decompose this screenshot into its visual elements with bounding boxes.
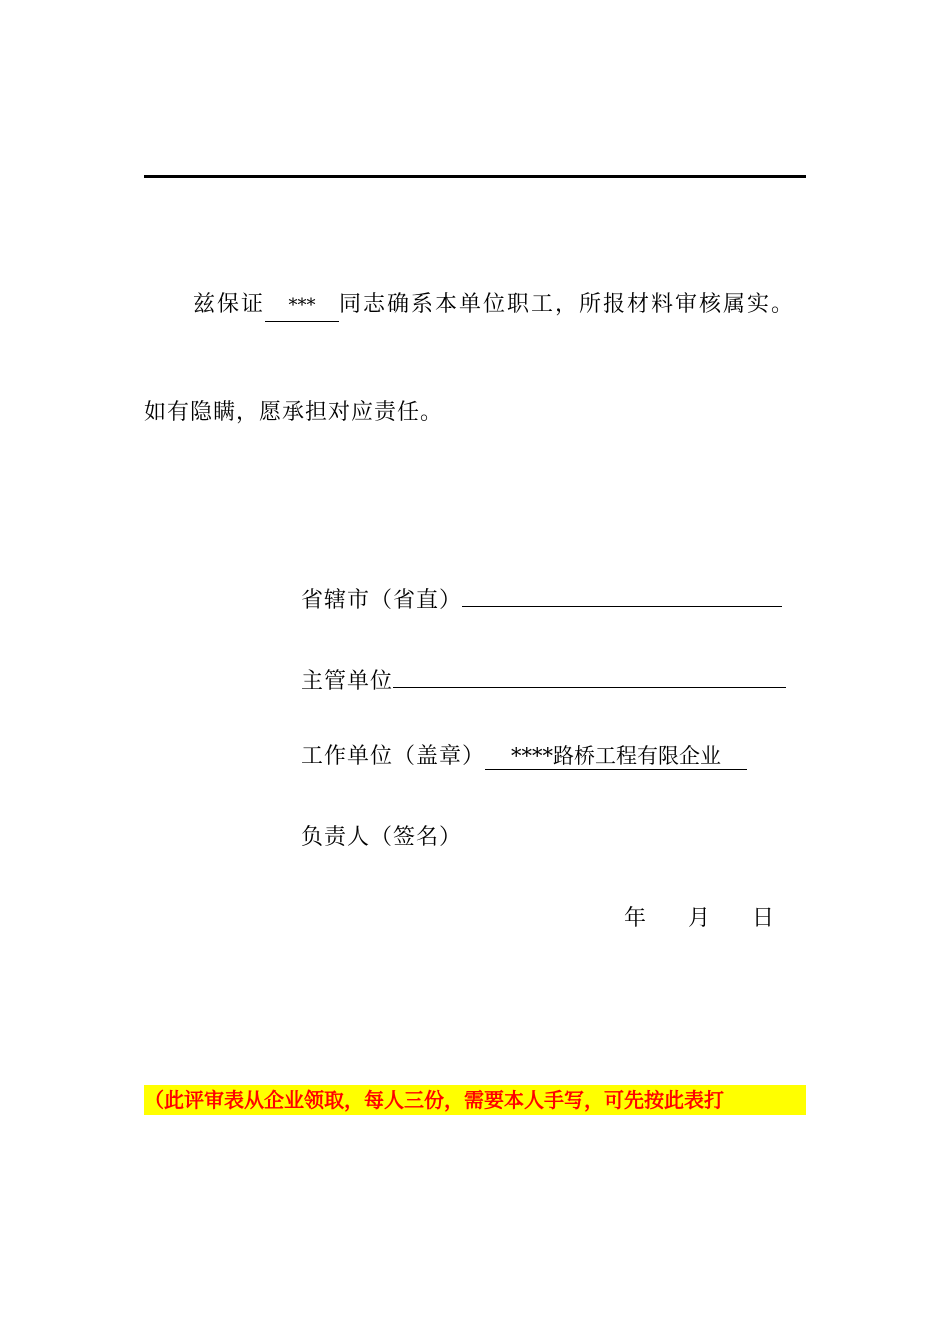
- work-unit-value: ****路桥工程有限企业: [485, 743, 747, 770]
- authority-label: 主管单位: [301, 669, 394, 694]
- date-day: 日: [752, 906, 775, 931]
- certification-continuation: 如有隐瞒，愿承担对应责任。: [144, 400, 444, 425]
- top-horizontal-rule: [144, 175, 806, 178]
- certification-suffix: 同志确系本单位职工，所报材料审核属实。: [339, 292, 796, 317]
- province-blank: [462, 580, 782, 607]
- authority-blank: [393, 661, 786, 688]
- province-label: 省辖市（省直）: [301, 588, 463, 613]
- work-unit-field: [301, 742, 747, 772]
- date-line: [624, 904, 774, 934]
- work-unit-label: 工作单位（盖章）: [301, 744, 486, 769]
- province-field: [301, 580, 782, 616]
- authority-field: [301, 661, 786, 697]
- certification-statement: [193, 290, 795, 322]
- certification-prefix: 兹保证: [193, 292, 266, 317]
- leader-label: 负责人（签名）: [301, 825, 463, 850]
- highlighted-instruction-note: （此评审表从企业领取，每人三份，需要本人手写，可先按此表打: [144, 1085, 806, 1115]
- date-month: 月: [688, 906, 711, 931]
- date-year: 年: [624, 906, 647, 931]
- leader-signature-field: [301, 823, 462, 853]
- person-name-blank: ***: [265, 293, 339, 322]
